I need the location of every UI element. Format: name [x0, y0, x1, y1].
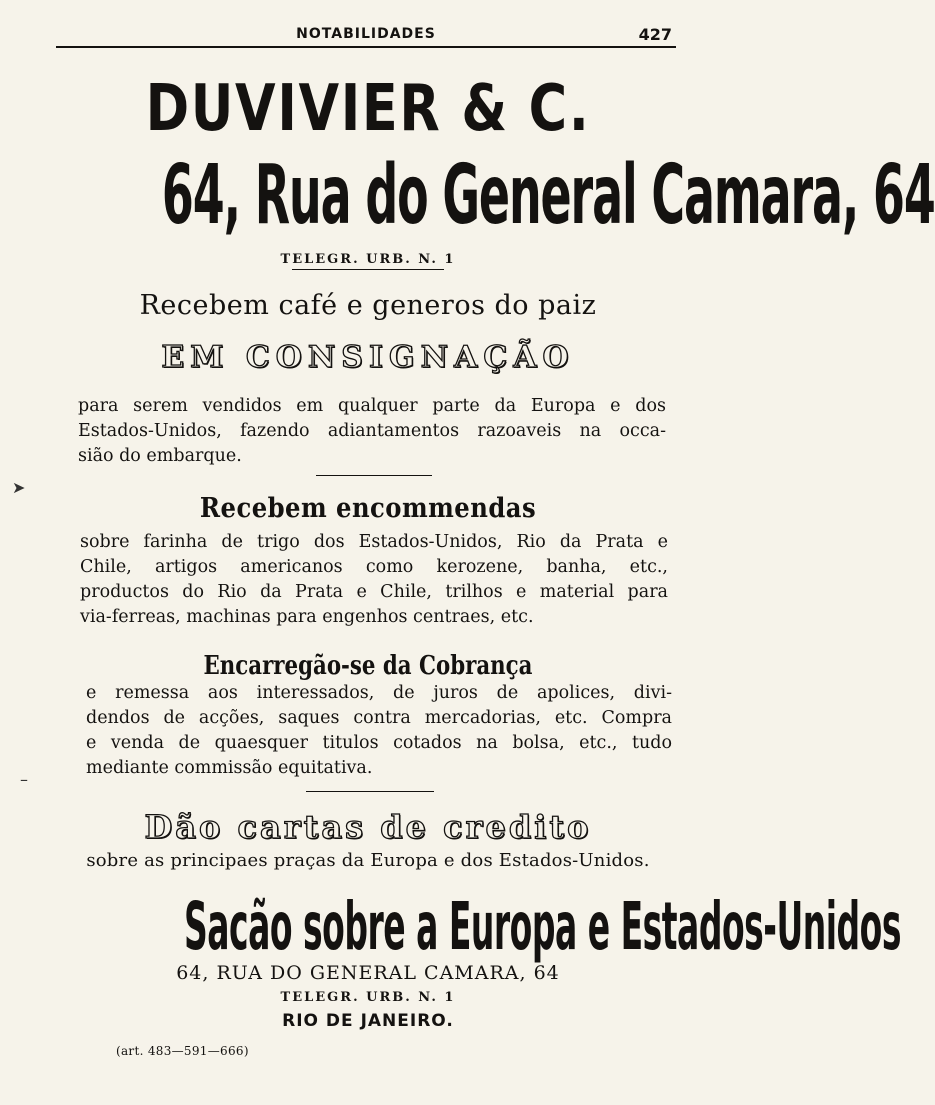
paragraph-consignment: [78, 394, 666, 469]
paragraph-line: para serem vendidos em qualquer parte da Europa e dos: [78, 396, 666, 416]
paragraph-line: sobre farinha de trigo dos Estados-Unidos, Rio da Prata e: [80, 532, 668, 552]
paragraph-line: Estados-Unidos, fazendo adiantamentos razoaveis na occa-: [78, 421, 666, 441]
telegraph-address-1: TELEGR. URB. N. 1: [280, 252, 456, 267]
paragraph-orders: [80, 530, 668, 630]
paragraph-line: dendos de acções, saques contra mercadorias, etc. Compra: [86, 708, 672, 728]
credit-heading: Dão cartas de credito: [144, 808, 592, 846]
reference-note: (art. 483—591—666): [116, 1044, 249, 1058]
orders-heading: Recebem encommendas: [199, 493, 537, 524]
margin-arrow-icon: ➤: [12, 478, 26, 497]
paragraph-line: via-ferreas, machinas para engenhos centraes, etc.: [80, 607, 534, 627]
intro-line: Recebem café e generos do paiz: [139, 290, 597, 321]
divider-rule: [292, 269, 444, 270]
paragraph-line: Chile, artigos americanos como kerozene, banha, etc.,: [80, 557, 668, 577]
address-large: 64, Rua do General Camara, 64: [161, 148, 935, 243]
company-name: DUVIVIER & C.: [145, 72, 591, 146]
credit-line: sobre as principaes praças da Europa e dos Estados-Unidos.: [86, 850, 650, 871]
page-number: 427: [638, 25, 672, 44]
consignment-heading: EM CONSIGNAÇÃO: [161, 340, 575, 375]
paragraph-collection: [86, 681, 672, 781]
paragraph-line: e remessa aos interessados, de juros de apolices, divi-: [86, 683, 672, 703]
collection-heading: Encarregão-se da Cobrança: [203, 651, 533, 681]
paragraph-line: e venda de quaesquer titulos cotados na bolsa, etc., tudo: [86, 733, 672, 753]
paragraph-line: sião do embarque.: [78, 446, 242, 466]
running-head: [56, 24, 676, 48]
draft-heading: Sacão sobre a Europa e Estados-Unidos: [184, 888, 901, 965]
city: RIO DE JANEIRO.: [282, 1011, 454, 1031]
running-title: NOTABILIDADES: [296, 26, 436, 42]
divider-rule: [306, 791, 434, 792]
telegraph-address-2: TELEGR. URB. N. 1: [280, 990, 456, 1005]
margin-dash-icon: –: [20, 770, 28, 789]
address-small: 64, RUA DO GENERAL CAMARA, 64: [176, 962, 560, 984]
divider-rule: [316, 475, 432, 476]
paragraph-line: productos do Rio da Prata e Chile, trilhos e material para: [80, 582, 668, 602]
paragraph-line: mediante commissão equitativa.: [86, 758, 373, 778]
